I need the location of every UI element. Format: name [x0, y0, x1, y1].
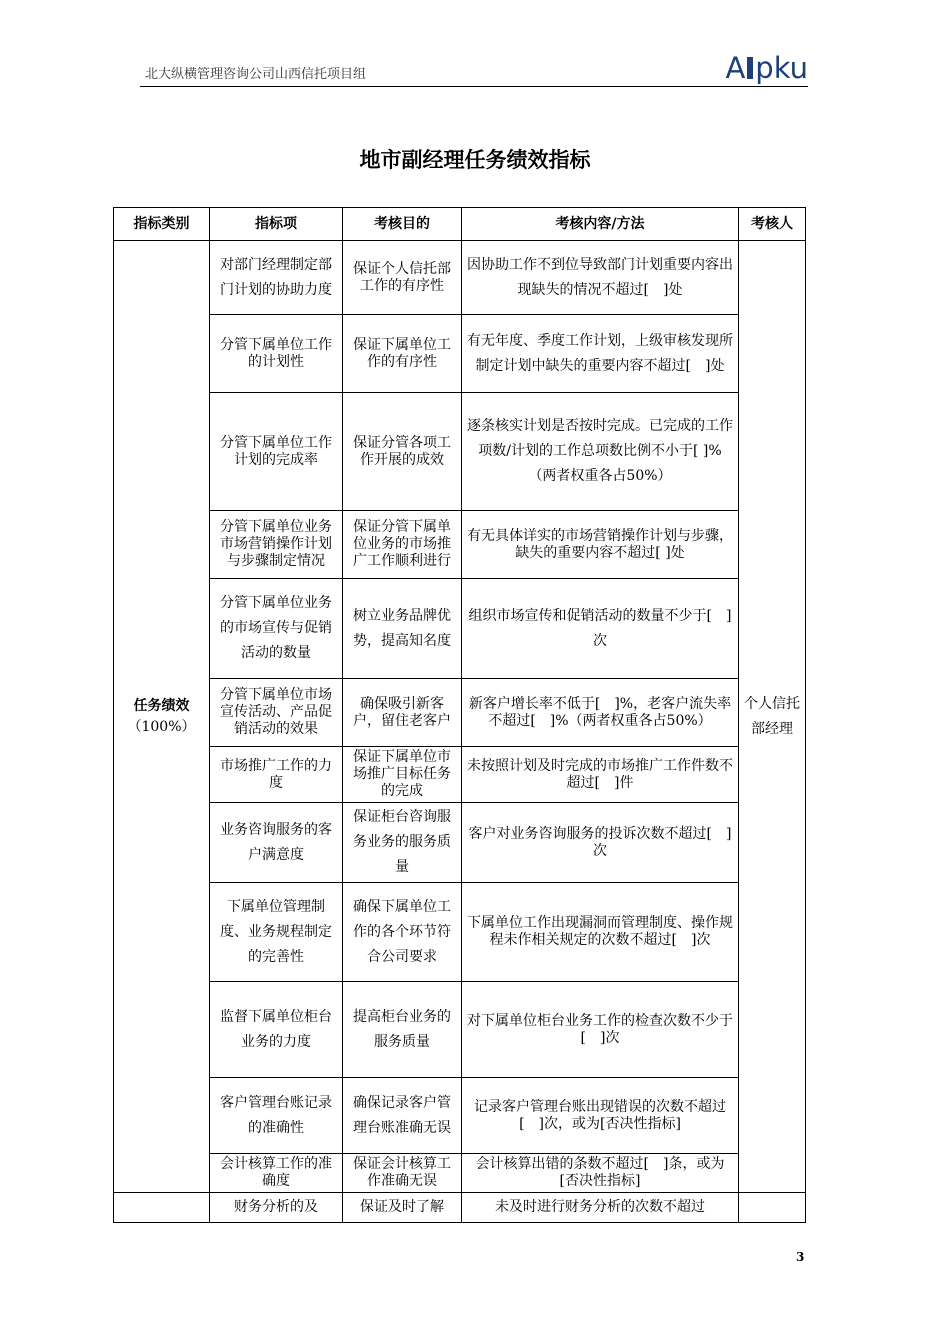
- table-row: [114, 241, 806, 315]
- item-cell: 分管下属单位工作计划的完成率: [210, 393, 343, 511]
- content-cell: 对下属单位柜台业务工作的检查次数不少于[ ]次: [462, 982, 739, 1078]
- purpose-cell: 确保记录客户管理台账准确无误: [343, 1078, 462, 1154]
- table-row: [114, 1193, 806, 1223]
- col-header-content: 考核内容/方法: [462, 208, 739, 241]
- item-cell: 客户管理台账记录的准确性: [210, 1078, 343, 1154]
- purpose-cell: 保证个人信托部工作的有序性: [343, 241, 462, 315]
- content-cell: 组织市场宣传和促销活动的数量不少于[ ]次: [462, 579, 739, 679]
- item-cell: 财务分析的及: [210, 1193, 343, 1223]
- purpose-cell: 树立业务品牌优势，提高知名度: [343, 579, 462, 679]
- purpose-cell: 保证及时了解: [343, 1193, 462, 1223]
- table-row: [114, 679, 806, 747]
- purpose-cell: 保证柜台咨询服务业务的服务质量: [343, 803, 462, 883]
- purpose-cell: 保证分管各项工作开展的成效: [343, 393, 462, 511]
- assessor-cell-empty: [739, 1193, 806, 1223]
- content-cell: 未及时进行财务分析的次数不超过: [462, 1193, 739, 1223]
- table-row: [114, 511, 806, 579]
- table-row: [114, 883, 806, 982]
- item-cell: 分管下属单位业务的市场宣传与促销活动的数量: [210, 579, 343, 679]
- content-cell: 会计核算出错的条数不超过[ ]条，或为[否决性指标]: [462, 1154, 739, 1193]
- item-cell: 市场推广工作的力度: [210, 747, 343, 803]
- item-cell: 业务咨询服务的客户满意度: [210, 803, 343, 883]
- col-header-assessor: 考核人: [739, 208, 806, 241]
- content-cell: 客户对业务咨询服务的投诉次数不超过[ ]次: [462, 803, 739, 883]
- item-cell: 分管下属单位工作的计划性: [210, 315, 343, 393]
- item-cell: 分管下属单位市场宣传活动、产品促销活动的效果: [210, 679, 343, 747]
- category-cell: [114, 241, 210, 1193]
- content-cell: 有无年度、季度工作计划，上级审核发现所制定计划中缺失的重要内容不超过[ ]处: [462, 315, 739, 393]
- content-cell: 有无具体详实的市场营销操作计划与步骤，缺失的重要内容不超过[ ]处: [462, 511, 739, 579]
- category-weight: （100%）: [127, 718, 196, 735]
- company-logo: A pku: [725, 51, 808, 85]
- table-header-row: [114, 208, 806, 241]
- page-number: 3: [796, 1250, 805, 1264]
- table-row: [114, 1078, 806, 1154]
- table-row: [114, 315, 806, 393]
- content-cell: 记录客户管理台账出现错误的次数不超过[ ]次，或为[否决性指标]: [462, 1078, 739, 1154]
- item-cell: 下属单位管理制度、业务规程制定的完善性: [210, 883, 343, 982]
- table-row: [114, 747, 806, 803]
- item-cell: 对部门经理制定部门计划的协助力度: [210, 241, 343, 315]
- category-label: 任务绩效: [133, 697, 190, 714]
- purpose-cell: 保证下属单位工作的有序性: [343, 315, 462, 393]
- purpose-cell: 保证会计核算工作准确无误: [343, 1154, 462, 1193]
- col-header-item: 指标项: [210, 208, 343, 241]
- col-header-category: 指标类别: [114, 208, 210, 241]
- table-row: [114, 579, 806, 679]
- table-row: [114, 803, 806, 883]
- content-cell: 因协助工作不到位导致部门计划重要内容出现缺失的情况不超过[ ]处: [462, 241, 739, 315]
- content-cell: 下属单位工作出现漏洞而管理制度、操作规程未作相关规定的次数不超过[ ]次: [462, 883, 739, 982]
- header-company: 北大纵横管理咨询公司山西信托项目组: [145, 67, 367, 82]
- category-cell-empty: [114, 1193, 210, 1223]
- table-row: [114, 982, 806, 1078]
- purpose-cell: 提高柜台业务的服务质量: [343, 982, 462, 1078]
- purpose-cell: 确保吸引新客户，留住老客户: [343, 679, 462, 747]
- page-title: 地市副经理任务绩效指标: [359, 147, 591, 172]
- assessor-cell: 个人信托部经理: [739, 241, 806, 1193]
- item-cell: 分管下属单位业务市场营销操作计划与步骤制定情况: [210, 511, 343, 579]
- table-row: [114, 393, 806, 511]
- item-cell: 监督下属单位柜台业务的力度: [210, 982, 343, 1078]
- item-cell: 会计核算工作的准确度: [210, 1154, 343, 1193]
- purpose-cell: 保证下属单位市场推广目标任务的完成: [343, 747, 462, 803]
- col-header-purpose: 考核目的: [343, 208, 462, 241]
- content-cell: 未按照计划及时完成的市场推广工作件数不超过[ ]件: [462, 747, 739, 803]
- purpose-cell: 保证分管下属单位业务的市场推广工作顺利进行: [343, 511, 462, 579]
- purpose-cell: 确保下属单位工作的各个环节符合公司要求: [343, 883, 462, 982]
- page-header: [140, 52, 808, 87]
- kpi-table: [113, 207, 806, 1223]
- table-row: [114, 1154, 806, 1193]
- content-cell: 逐条核实计划是否按时完成。已完成的工作项数/计划的工作总项数比例不小于[ ]%（两者权重各占50%）: [462, 393, 739, 511]
- content-cell: 新客户增长率不低于[ ]%，老客户流失率不超过[ ]%（两者权重各占50%）: [462, 679, 739, 747]
